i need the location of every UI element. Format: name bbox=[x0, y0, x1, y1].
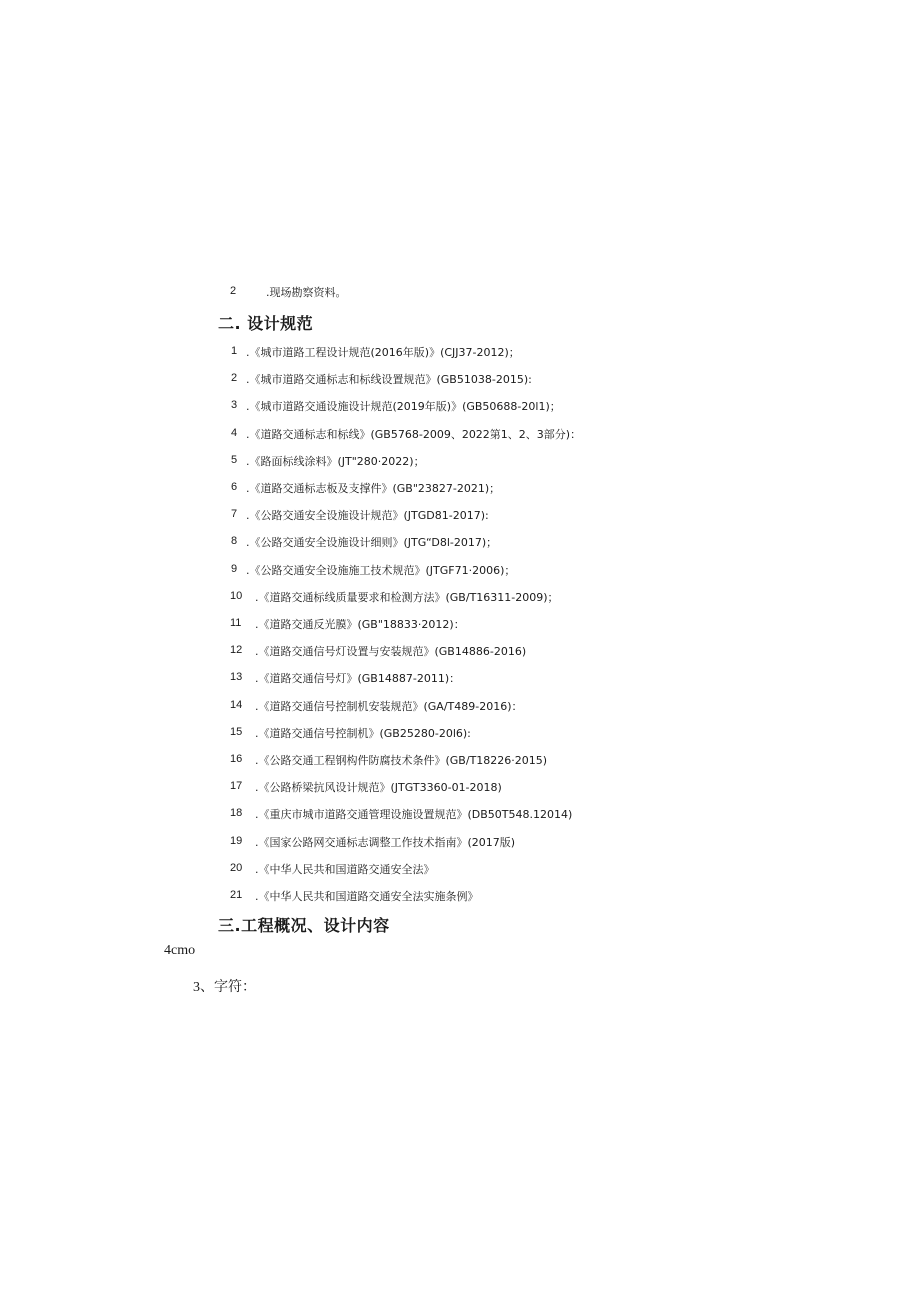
standard-item-text: .《道路交通信号灯设置与安装规范》(GB14886-2016) bbox=[255, 645, 527, 658]
standard-item-text: .《中华人民共和国道路交通安全法》 bbox=[255, 863, 435, 876]
standard-item-text: .《国家公路网交通标志调整工作技术指南》(2017版) bbox=[255, 836, 516, 849]
standard-item-number: 4 bbox=[231, 427, 238, 439]
standard-item-text: .《中华人民共和国道路交通安全法实施条例》 bbox=[255, 890, 479, 903]
standard-item-number: 21 bbox=[230, 889, 243, 901]
standard-item-text: .《城市道路交通标志和标线设置规范》(GB51038-2015): bbox=[246, 373, 532, 386]
standard-item-number: 7 bbox=[231, 508, 238, 520]
standard-item-number: 17 bbox=[230, 780, 243, 792]
standard-item-text: .《公路交通安全设施设计细则》(JTG“D8l-2017)； bbox=[246, 536, 498, 549]
standard-item-text: .《道路交通信号控制机》(GB25280-20l6): bbox=[255, 727, 471, 740]
standard-item-number: 12 bbox=[230, 644, 243, 656]
standard-item-number: 20 bbox=[230, 862, 243, 874]
standard-item-number: 18 bbox=[230, 807, 243, 819]
standard-item-text: .《道路交通标志和标线》(GB5768-2009、2022第1、2、3部分)： bbox=[246, 428, 582, 441]
standard-item-number: 14 bbox=[230, 699, 243, 711]
standard-item-text: .《重庆市城市道路交通管理设施设置规范》(DB50T548.12014) bbox=[255, 808, 573, 821]
standard-item-number: 1 bbox=[231, 345, 238, 357]
item-characters: 3、字符： bbox=[193, 980, 256, 995]
text-fragment: 4cmo bbox=[164, 943, 196, 958]
standard-item-text: .《公路交通安全设施施工技术规范》(JTGF71·2006)； bbox=[246, 564, 516, 577]
standard-item-text: .《道路交通信号控制机安装规范》(GA/T489-2016)： bbox=[255, 700, 523, 713]
standard-item-text: .《公路交通安全设施设计规范》(JTGD81-2017): bbox=[246, 509, 489, 522]
standard-item-text: .《道路交通标线质量要求和检测方法》(GB/T16311-2009)； bbox=[255, 591, 559, 604]
standard-item-number: 2 bbox=[231, 372, 238, 384]
standard-item-text: .《道路交通信号灯》(GB14887-2011)： bbox=[255, 672, 461, 685]
standard-item-number: 15 bbox=[230, 726, 243, 738]
standard-item-text: .《道路交通反光膜》(GB"18833·2012)： bbox=[255, 618, 465, 631]
standard-item-number: 10 bbox=[230, 590, 243, 602]
standard-item-number: 3 bbox=[231, 399, 238, 411]
standard-item-number: 9 bbox=[231, 563, 238, 575]
standard-item-text: .《城市道路工程设计规范(2016年版)》(CJJ37-2012)； bbox=[246, 346, 520, 359]
standard-item-text: .《公路交通工程钢构件防腐技术条件》(GB/T18226·2015) bbox=[255, 754, 548, 767]
standard-item-number: 13 bbox=[230, 671, 243, 683]
standard-item-number: 6 bbox=[231, 481, 238, 493]
standard-item-number: 11 bbox=[230, 617, 242, 629]
section-heading-design-standards: 二. 设计规范 bbox=[218, 314, 314, 333]
pre-item-text: .现场勘察资料。 bbox=[266, 286, 347, 299]
standard-item-number: 5 bbox=[231, 454, 238, 466]
pre-item-number: 2 bbox=[230, 285, 237, 297]
standard-item-text: .《道路交通标志板及支撑件》(GB"23827-2021)； bbox=[246, 482, 501, 495]
standard-item-number: 19 bbox=[230, 835, 243, 847]
section-heading-project-overview: 三.工程概况、设计内容 bbox=[218, 916, 390, 935]
standard-item-number: 16 bbox=[230, 753, 243, 765]
standard-item-text: .《路面标线涂料》(JT"280·2022)； bbox=[246, 455, 425, 468]
standard-item-number: 8 bbox=[231, 535, 238, 547]
standard-item-text: .《公路桥梁抗风设计规范》(JTGT3360-01-2018) bbox=[255, 781, 502, 794]
standard-item-text: .《城市道路交通设施设计规范(2019年版)》(GB50688-20l1)； bbox=[246, 400, 561, 413]
